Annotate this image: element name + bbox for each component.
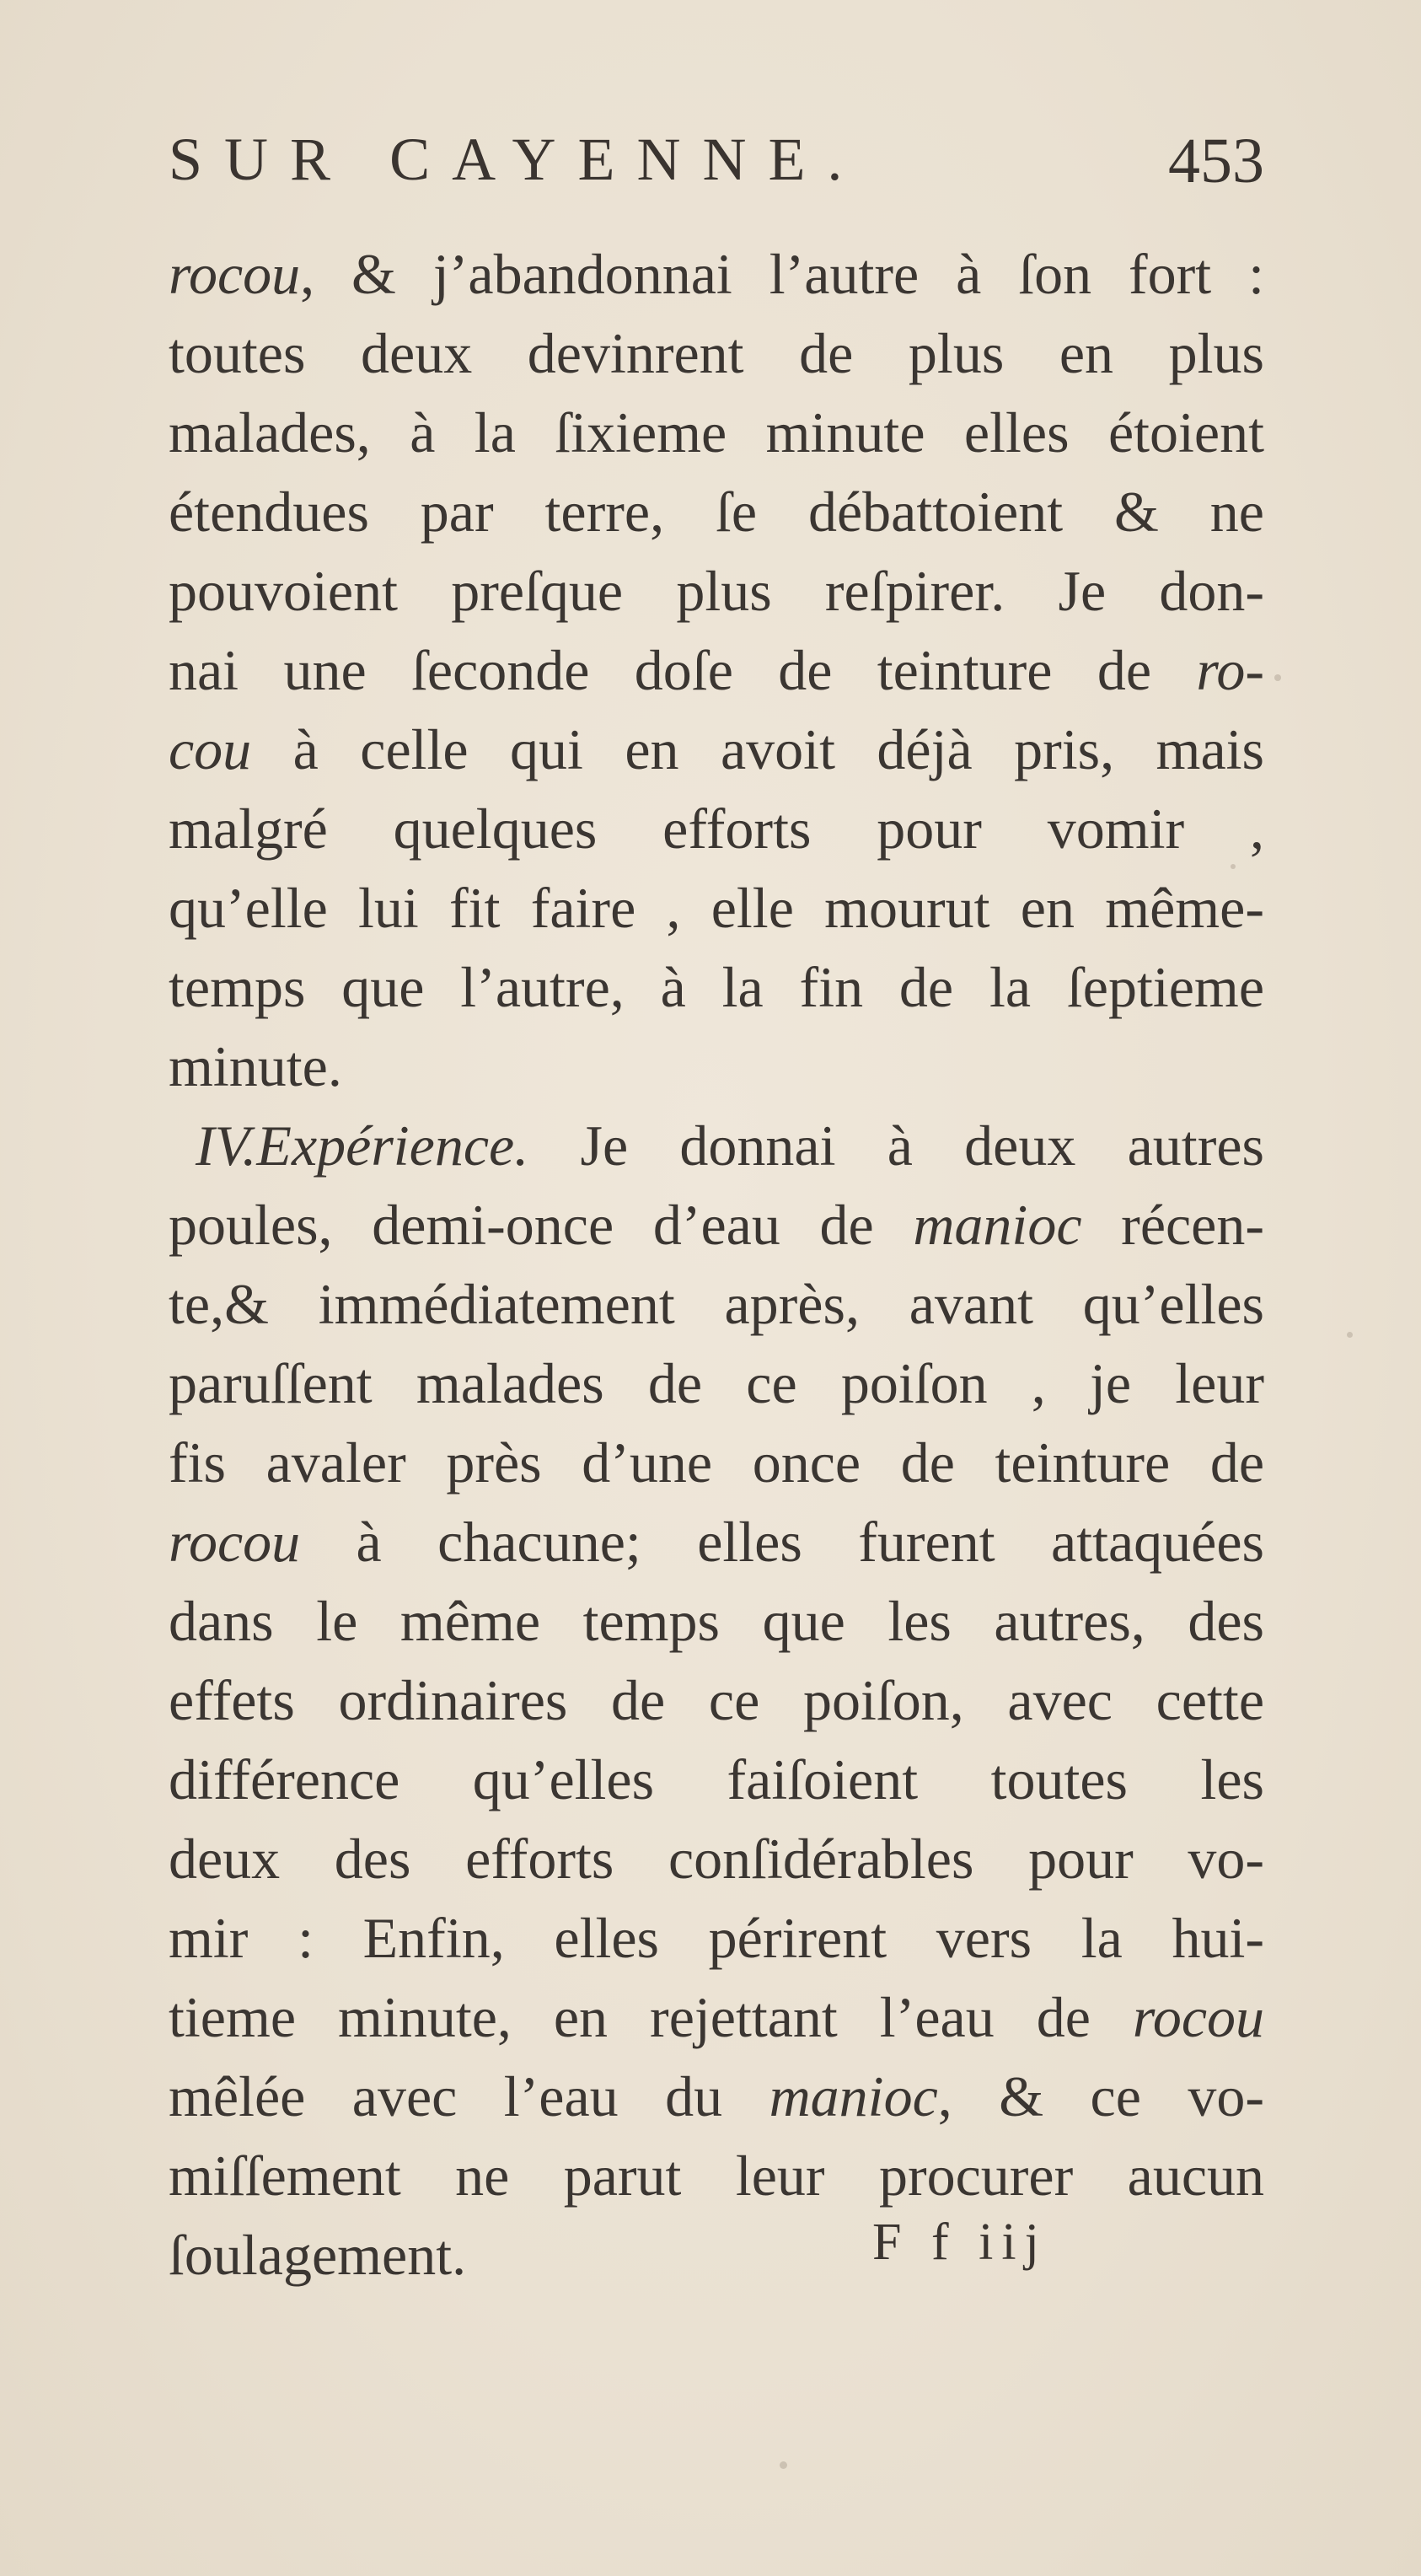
text-line: qu’elle lui fit faire , elle mourut en même-	[169, 876, 1264, 940]
text-line: temps que l’autre, à la fin de la ſeptieme	[169, 955, 1264, 1019]
text-line: dans le même temps que les autres, des	[169, 1589, 1264, 1653]
text-line: deux des efforts conſidérables pour vo-	[169, 1827, 1264, 1891]
text-line: étendues par terre, ſe débattoient & ne	[169, 480, 1264, 544]
text-line: mêlée avec l’eau du manioc, & ce vo-	[169, 2064, 1264, 2128]
text-line: ſoulagement.	[169, 2223, 467, 2287]
italic-term: cou	[169, 717, 252, 781]
signature-mark: F f iij	[872, 2214, 1048, 2271]
text-line: rocou, & j’abandonnai l’autre à ſon fort :	[169, 242, 1264, 306]
italic-term: rocou	[169, 242, 301, 306]
text-line: nai une ſeconde doſe de teinture de ro-	[169, 638, 1264, 702]
text-line: effets ordinaires de ce poiſon, avec cette	[169, 1668, 1264, 1732]
text-line: IV.Expérience. Je donnai à deux autres	[196, 1114, 1264, 1178]
text-line: rocou à chacune; elles furent attaquées	[169, 1510, 1264, 1574]
text-line: toutes deux devinrent de plus en plus	[169, 321, 1264, 385]
italic-term: rocou	[1132, 1985, 1264, 2049]
text-line: malgré quelques efforts pour vomir ,	[169, 797, 1264, 861]
paper-speck	[1347, 1332, 1353, 1338]
page-number: 453	[1168, 126, 1264, 196]
text-line: fis avaler près d’une once de teinture de	[169, 1430, 1264, 1495]
running-head	[169, 125, 1264, 209]
text-line: te,& immédiatement après, avant qu’elles	[169, 1272, 1264, 1336]
text-line: cou à celle qui en avoit déjà pris, mais	[169, 717, 1264, 781]
italic-term: rocou	[169, 1510, 301, 1574]
paper-speck	[1274, 674, 1281, 681]
experiment-heading: IV.Expérience.	[196, 1114, 529, 1178]
italic-term: manioc	[769, 2064, 938, 2128]
text-line: poules, demi-once d’eau de manioc récen-	[169, 1193, 1265, 1257]
text-line: minute.	[169, 1034, 342, 1098]
italic-term: manioc	[913, 1193, 1082, 1257]
text-line: malades, à la ſixieme minute elles étoient	[169, 400, 1264, 464]
paper-speck	[1231, 864, 1236, 869]
italic-term: ro-	[1196, 638, 1264, 702]
text-line: pouvoient preſque plus reſpirer. Je don-	[169, 559, 1264, 623]
text-line: tieme minute, en rejettant l’eau de rocou	[169, 1985, 1264, 2049]
text-line: paruſſent malades de ce poiſon , je leur	[169, 1351, 1264, 1415]
text-line: miſſement ne parut leur procurer aucun	[169, 2144, 1264, 2208]
text-line: mir : Enfin, elles périrent vers la hui-	[169, 1906, 1264, 1970]
running-head-title: SUR CAYENNE.	[169, 126, 865, 193]
paper-speck	[780, 2461, 787, 2469]
body-text	[169, 234, 1264, 2294]
text-line: différence qu’elles faiſoient toutes les	[169, 1747, 1264, 1811]
